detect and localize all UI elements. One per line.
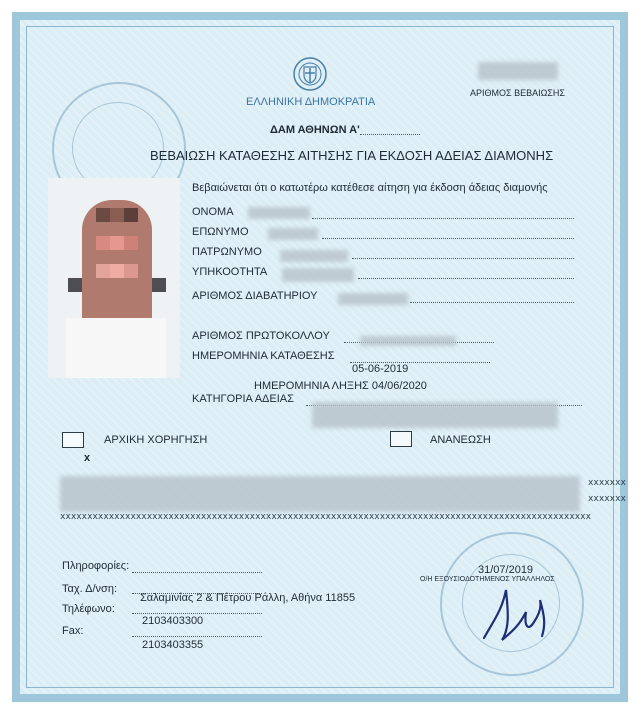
fax-line [132, 636, 262, 637]
info-line [132, 572, 262, 573]
applicant-photo [48, 178, 180, 378]
permit-category-label: ΚΑΤΗΓΟΡΙΑ ΑΔΕΙΑΣ [192, 393, 294, 405]
expiry-date: ΗΜΕΡΟΜΗΝΙΑ ΛΗΞΗΣ 04/06/2020 [254, 380, 427, 392]
remarks-fill-row-1: xxxxxxx [588, 478, 626, 488]
submission-date-value: 05-06-2019 [352, 363, 409, 375]
phone-value: 2103403300 [142, 615, 204, 627]
republic-label: ΕΛΛΗΝΙΚΗ ΔΗΜΟΚΡΑΤΙΑ [246, 96, 376, 108]
name-line [312, 218, 574, 219]
name-value-redacted [248, 207, 310, 219]
father-name-line [352, 258, 574, 259]
coat-of-arms-icon [292, 56, 328, 92]
fax-value: 2103403355 [142, 639, 204, 651]
nationality-line [358, 278, 574, 279]
remarks-fill-row-2: xxxxxxx [588, 494, 626, 504]
address-label: Ταχ. Δ/νση: [62, 583, 118, 595]
passport-number-label: ΑΡΙΘΜΟΣ ΔΙΑΒΑΤΗΡΙΟΥ [192, 290, 318, 302]
intro-text: Βεβαιώνεται ότι ο κατωτέρω κατέθεσε αίτηση για έκδοση άδειας διαμονής [192, 182, 548, 194]
fax-label: Fax: [62, 625, 84, 637]
surname-value-redacted [268, 228, 318, 240]
certificate-number-redacted [478, 62, 558, 80]
info-label: Πληροφορίες: [62, 560, 130, 572]
address-value: Σαλαμινίας 2 & Πέτρου Ράλλη, Αθήνα 11855 [140, 592, 356, 604]
remarks-redacted [60, 476, 580, 512]
protocol-number-redacted [360, 336, 456, 346]
signature-scribble [480, 580, 560, 650]
passport-number-redacted [338, 293, 408, 305]
renewal-checkbox[interactable] [390, 431, 412, 447]
signature-date: 31/07/2019 [478, 564, 534, 576]
remarks-fill-row-3: xxxxxxxxxxxxxxxxxxxxxxxxxxxxxxxxxxxxxxxxxxxxxxxxxxxxxxxxxxxxxxxxxxxxxxxxxxxxxxxxxxxxxxxxxxxxxxxxxx [60, 512, 592, 522]
father-name-value-redacted [280, 250, 348, 262]
surname-line [322, 238, 574, 239]
surname-label: ΕΠΩΝΥΜΟ [192, 226, 249, 238]
phone-line [132, 613, 262, 614]
initial-grant-mark: x [84, 452, 91, 464]
phone-label: Τηλέφωνο: [62, 603, 115, 615]
submission-date-label: ΗΜΕΡΟΜΗΝΙΑ ΚΑΤΑΘΕΣΗΣ [192, 350, 335, 362]
nationality-value-redacted [282, 268, 354, 282]
protocol-number-label: ΑΡΙΘΜΟΣ ΠΡΩΤΟΚΟΛΛΟΥ [192, 330, 330, 342]
office-name: ΔΑΜ ΑΘΗΝΩΝ Α' [270, 124, 360, 136]
document-title: ΒΕΒΑΙΩΣΗ ΚΑΤΑΘΕΣΗΣ ΑΙΤΗΣΗΣ ΓΙΑ ΕΚΔΟΣΗ ΑΔΕΙΑΣ ΔΙΑΜΟΝΗΣ [150, 148, 554, 163]
nationality-label: ΥΠΗΚΟΟΤΗΤΑ [192, 266, 268, 278]
renewal-label: ΑΝΑΝΕΩΣΗ [430, 434, 491, 446]
certificate-number-label: ΑΡΙΘΜΟΣ ΒΕΒΑΙΩΣΗΣ [470, 88, 565, 98]
father-name-label: ΠΑΤΡΩΝΥΜΟ [192, 246, 262, 258]
authorized-officer-label: Ο/Η ΕΞΟΥΣΙΟΔΟΤΗΜΕΝΟΣ ΥΠΑΛΛΗΛΟΣ [420, 576, 555, 583]
initial-grant-checkbox[interactable] [62, 432, 84, 448]
passport-line [410, 302, 574, 303]
office-underline [360, 134, 420, 135]
initial-grant-label: ΑΡΧΙΚΗ ΧΟΡΗΓΗΣΗ [104, 434, 208, 446]
name-label: ΟΝΟΜΑ [192, 206, 234, 218]
permit-category-redacted [312, 402, 558, 428]
